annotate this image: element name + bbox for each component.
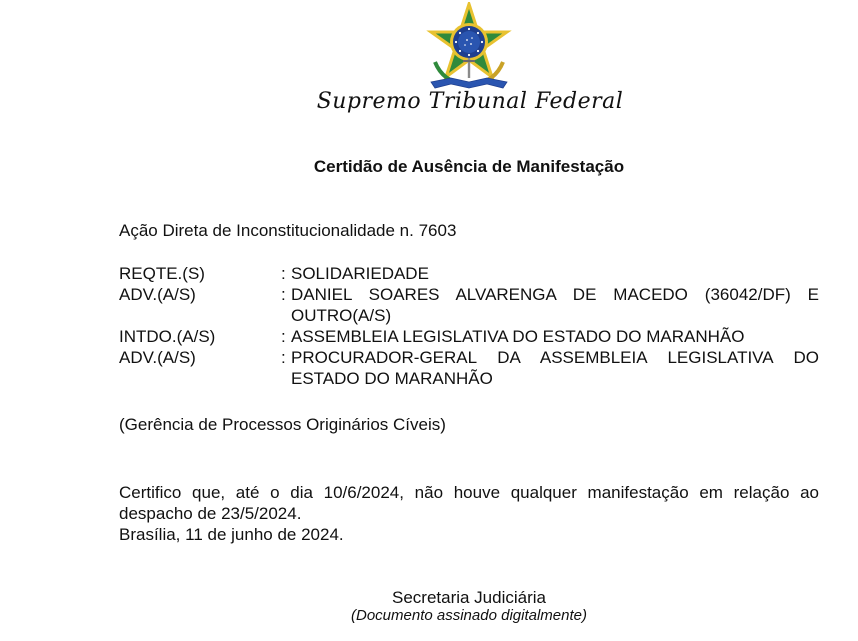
party-row — [119, 326, 819, 347]
party-label: ADV.(A/S) — [119, 285, 196, 304]
party-colon: : — [281, 264, 286, 283]
signature-unit: Secretaria Judiciária — [391, 588, 546, 607]
document-title: Certidão de Ausência de Manifestação — [313, 157, 625, 176]
coat-of-arms-icon — [421, 2, 517, 94]
party-value: SOLIDARIEDADE — [291, 264, 429, 283]
place-date: Brasília, 11 de junho de 2024. — [119, 525, 344, 544]
party-label: ADV.(A/S) — [119, 348, 196, 367]
party-colon: : — [281, 348, 286, 367]
party-label: INTDO.(A/S) — [119, 327, 216, 346]
party-value: DANIEL SOARES ALVARENGA DE MACEDO (36042/DF) E OUTRO(A/S) — [291, 285, 819, 325]
party-colon: : — [281, 285, 286, 304]
party-value: PROCURADOR-GERAL DA ASSEMBLEIA LEGISLATIVA DO ESTADO DO MARANHÃO — [291, 348, 819, 388]
party-colon: : — [281, 327, 286, 346]
certification-text: Certifico que, até o dia 10/6/2024, não houve qualquer manifestação em relação ao despacho de 23/5/2024. — [119, 483, 819, 523]
party-row — [119, 284, 819, 326]
case-identifier: Ação Direta de Inconstitucionalidade n. 7603 — [119, 221, 457, 240]
signature-note: (Documento assinado digitalmente) — [351, 607, 587, 624]
party-row — [119, 347, 819, 389]
parties-list — [119, 263, 819, 389]
court-name: Supremo Tribunal Federal — [316, 89, 624, 114]
party-value: ASSEMBLEIA LEGISLATIVA DO ESTADO DO MARANHÃO — [291, 327, 745, 346]
party-row — [119, 263, 819, 284]
department-line: (Gerência de Processos Originários Cíveis) — [119, 415, 446, 434]
party-label: REQTE.(S) — [119, 264, 205, 283]
